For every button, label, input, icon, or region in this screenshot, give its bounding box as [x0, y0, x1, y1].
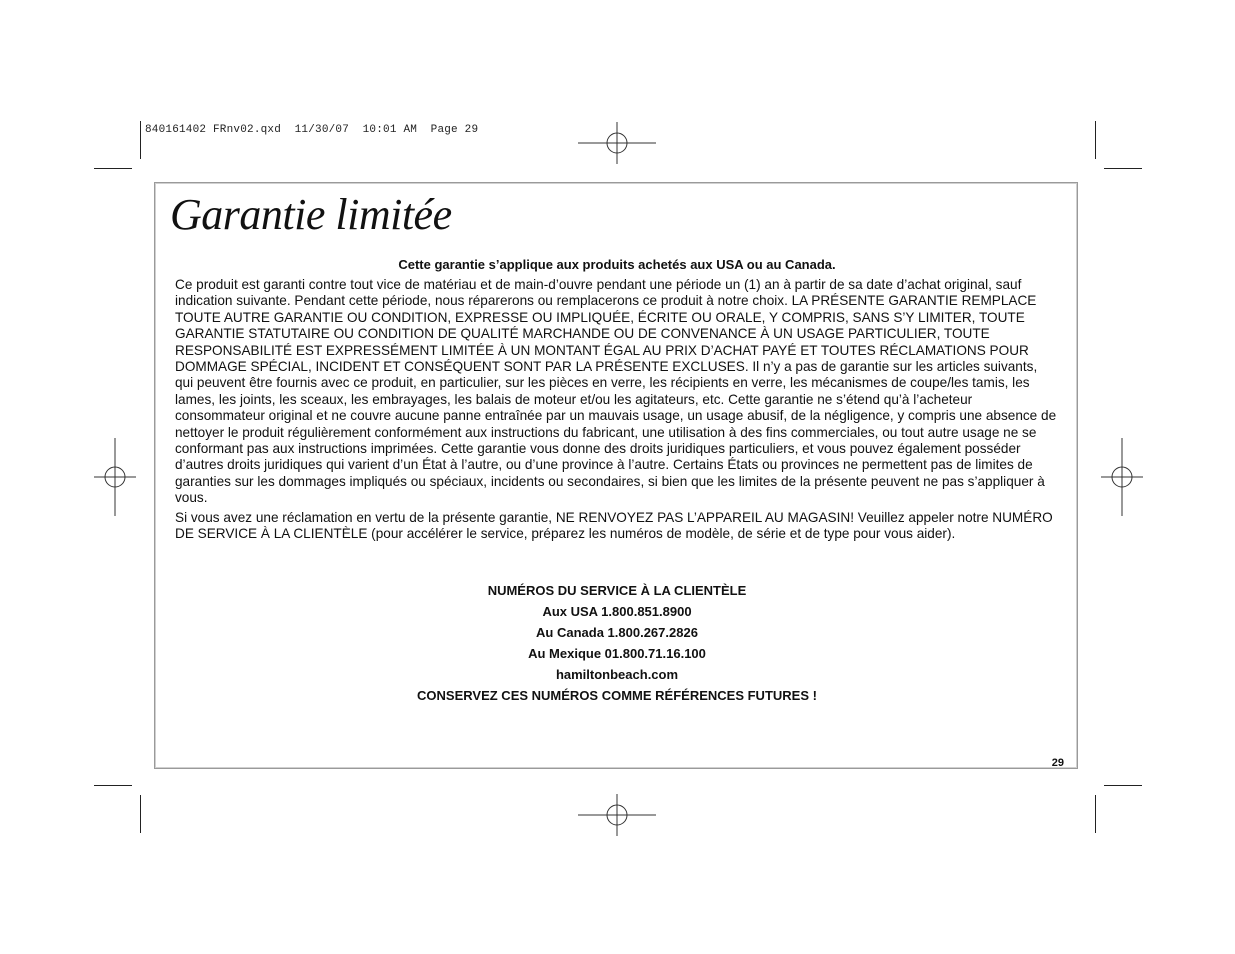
- phone-usa: Aux USA 1.800.851.8900: [542, 604, 692, 619]
- crop-mark-top-right-horizontal: [1104, 168, 1142, 169]
- website-link[interactable]: hamiltonbeach.com: [555, 667, 679, 682]
- phone-canada: Au Canada 1.800.267.2826: [536, 625, 698, 640]
- crop-mark-bottom-left-vertical: [140, 795, 141, 833]
- registration-mark-right-icon: [1101, 438, 1143, 516]
- page-number: 29: [1051, 757, 1064, 769]
- crop-mark-bottom-left-horizontal: [94, 785, 132, 786]
- customer-service-block: [175, 582, 1059, 708]
- registration-mark-left-icon: [94, 438, 136, 516]
- page-title: Garantie limitée: [170, 190, 452, 239]
- crop-mark-top-right-vertical: [1095, 121, 1096, 159]
- print-slug-line: 840161402 FRnv02.qxd 11/30/07 10:01 AM Page 29: [145, 124, 479, 136]
- crop-mark-top-left-vertical: [140, 121, 141, 159]
- registration-mark-bottom-icon: [578, 794, 656, 836]
- crop-mark-bottom-right-horizontal: [1104, 785, 1142, 786]
- keep-numbers-note: CONSERVEZ CES NUMÉROS COMME RÉFÉRENCES FUTURES !: [417, 688, 817, 703]
- crop-mark-top-left-horizontal: [94, 168, 132, 169]
- claim-instructions-paragraph: Si vous avez une réclamation en vertu de la présente garantie, NE RENVOYEZ PAS L’APPAREIL AU MAGASIN! Veuillez appeler notre NUMÉRO DE SERVICE À LA CLIENTÈLE (pour accélérer le service, préparez les numéros de modèle, de série et de type pour vous aider).: [175, 510, 1053, 542]
- customer-service-heading: NUMÉROS DU SERVICE À LA CLIENTÈLE: [487, 583, 747, 598]
- warranty-terms-paragraph: Ce produit est garanti contre tout vice de matériau et de main-d’ouvre pendant une période un (1) an à partir de sa date d’achat original, sauf indication suivante. Pendant cette période, nous réparerons ou remplacerons ce produit à notre choix. LA PRÉSENTE GARANTIE REMPLACE TOUTE AUTRE GARANTIE OU CONDITION, EXPRESSE OU IMPLIQUÉE, ÉCRITE OU ORALE, Y COMPRIS, SANS S’Y LIMITER, TOUTE GARANTIE STATUTAIRE OU CONDITION DE QUALITÉ MARCHANDE OU DE CONVENANCE À UN USAGE PARTICULIER, TOUTE RESPONSABILITÉ EST EXPRESSÉMENT LIMITÉE À UN MONTANT ÉGAL AU PRIX D’ACHAT PAYÉ ET TOUTES RÉCLAMATIONS POUR DOMMAGE SPÉCIAL, INCIDENT ET CONSÉQUENT SONT PAR LA PRÉSENTE EXCLUSES. Il n’y a pas de garantie sur les articles suivants, qui peuvent être fournis avec ce produit, en particulier, sur les pièces en verre, les récipients en verre, les mécanismes de coupe/les tamis, les lames, les joints, les sceaux, les embrayages, les balais de moteur et/ou les agitateurs, etc. Cette garantie ne s’étend qu’à l’acheteur consommateur original et ne couvre aucune panne entraînée par un mauvais usage, un usage abusif, de la négligence, y compris une absence de nettoyer le produit régulièrement conformément aux instructions du fabricant, une utilisation à des fins commerciales, ou tout autre usage ne se conformant pas aux instructions imprimées. Cette garantie vous donne des droits juridiques particuliers, et vous pouvez également posséder d’autres droits juridiques qui varient d’un État à l’autre, ou d’une province à l’autre. Certains États ou provinces ne permettent pas de limites de garanties sur les dommages impliqués ou spéciaux, incidents ou secondaires, si bien que les limites de la présente peuvent ne pas s’appliquer à vous.: [175, 277, 1057, 506]
- crop-mark-bottom-right-vertical: [1095, 795, 1096, 833]
- warranty-scope-heading: Cette garantie s’applique aux produits achetés aux USA ou au Canada.: [398, 257, 836, 272]
- phone-mexico: Au Mexique 01.800.71.16.100: [528, 646, 706, 661]
- registration-mark-top-icon: [578, 122, 656, 164]
